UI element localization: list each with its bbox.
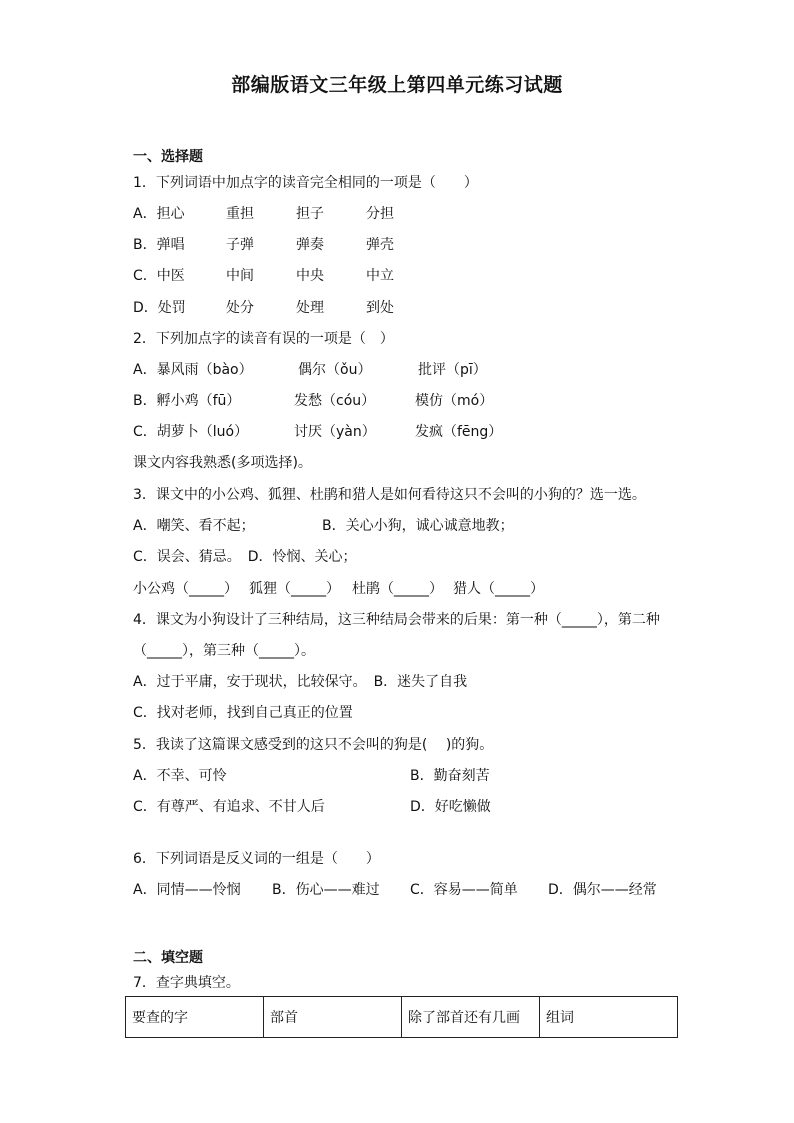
option-text: B．伤心——难过: [272, 882, 380, 898]
option-text: 讨厌（yàn）: [294, 424, 376, 440]
option-text: 批评（pī）: [418, 362, 487, 378]
question-6-stem: 6．下列词语是反义词的一组是（ ）: [133, 851, 380, 867]
option-text: B．勤奋刻苦: [410, 768, 490, 784]
option-text: 中立: [366, 268, 394, 284]
option-text: 模仿（mó）: [415, 393, 494, 409]
option-text: D．好吃懒做: [410, 799, 491, 815]
answer-blank[interactable]: 猎人（_____）: [453, 581, 544, 597]
option-text: A．暴风雨（bào）: [133, 362, 253, 378]
option-text: A．同情——怜悯: [133, 882, 241, 898]
option-text: 处理: [296, 300, 324, 316]
section-intro: 课文内容我熟悉(多项选择)。: [133, 455, 312, 471]
question-2-stem: 2．下列加点字的读音有误的一项是（ ）: [133, 331, 394, 347]
question-4-stem: 4．课文为小狗设计了三种结局，这三种结局会带来的后果：第一种（_____），第二种: [133, 612, 660, 628]
dictionary-table: [125, 996, 678, 1038]
option-text: 到处: [366, 300, 394, 316]
answer-blank[interactable]: 小公鸡（_____）: [133, 581, 238, 597]
option-text: 发疯（fēng）: [415, 424, 503, 440]
option-text: 子弹: [226, 237, 254, 253]
option-text: A．不幸、可怜: [133, 768, 227, 784]
table-header-cell: 组词: [540, 997, 678, 1038]
option-text: 中间: [226, 268, 254, 284]
option-text: A．嘲笑、看不起；: [133, 518, 255, 534]
option-text: 弹壳: [366, 237, 394, 253]
option-text: 偶尔（ǒu）: [298, 362, 372, 378]
option-text: 重担: [226, 206, 254, 222]
table-header-cell: 除了部首还有几画: [402, 997, 540, 1038]
option-text: 弹奏: [296, 237, 324, 253]
answer-blank[interactable]: 狐狸（_____）: [249, 581, 340, 597]
option-text: C．容易——简单: [410, 882, 518, 898]
option-text: 中央: [296, 268, 324, 284]
question-1-stem: 1．下列词语中加点字的读音完全相同的一项是（ ）: [133, 175, 478, 191]
table-header-row: [126, 997, 678, 1038]
option-text: 发愁（cóu）: [294, 393, 376, 409]
table-header-cell: 部首: [264, 997, 402, 1038]
option-text: D．处罚: [133, 300, 186, 316]
question-3-stem: 3．课文中的小公鸡、狐狸、杜鹃和猎人是如何看待这只不会叫的小狗的？选一选。: [133, 487, 646, 503]
question-5-stem: 5．我读了这篇课文感受到的这只不会叫的狗是( )的狗。: [133, 737, 494, 753]
option-text: C．胡萝卜（luó）: [133, 424, 249, 440]
option-text: D．偶尔——经常: [548, 882, 657, 898]
option-text: C．中医: [133, 268, 185, 284]
option-text: A．过于平庸，安于现状，比较保守。 B．迷失了自我: [133, 674, 468, 690]
option-text: C．误会、猜忌。 D．怜悯、关心；: [133, 549, 357, 565]
question-4-stem-cont: （_____），第三种（_____）。: [133, 643, 315, 659]
page-title: 部编版语文三年级上第四单元练习试题: [231, 74, 563, 96]
option-text: 担子: [296, 206, 324, 222]
answer-blank[interactable]: 杜鹃（_____）: [352, 581, 443, 597]
table-header-cell: 要查的字: [126, 997, 264, 1038]
option-text: A．担心: [133, 206, 185, 222]
question-7-stem: 7．查字典填空。: [133, 975, 240, 991]
section-heading-fill: 二、填空题: [133, 950, 203, 966]
option-text: B．关心小狗，诚心诚意地教；: [322, 518, 514, 534]
option-text: 分担: [366, 206, 394, 222]
option-text: C．有尊严、有追求、不甘人后: [133, 799, 325, 815]
option-text: B．孵小鸡（fū）: [133, 393, 241, 409]
option-text: B．弹唱: [133, 237, 185, 253]
option-text: C．找对老师，找到自己真正的位置: [133, 705, 353, 721]
option-text: 处分: [226, 300, 254, 316]
section-heading-choice: 一、选择题: [133, 149, 203, 165]
